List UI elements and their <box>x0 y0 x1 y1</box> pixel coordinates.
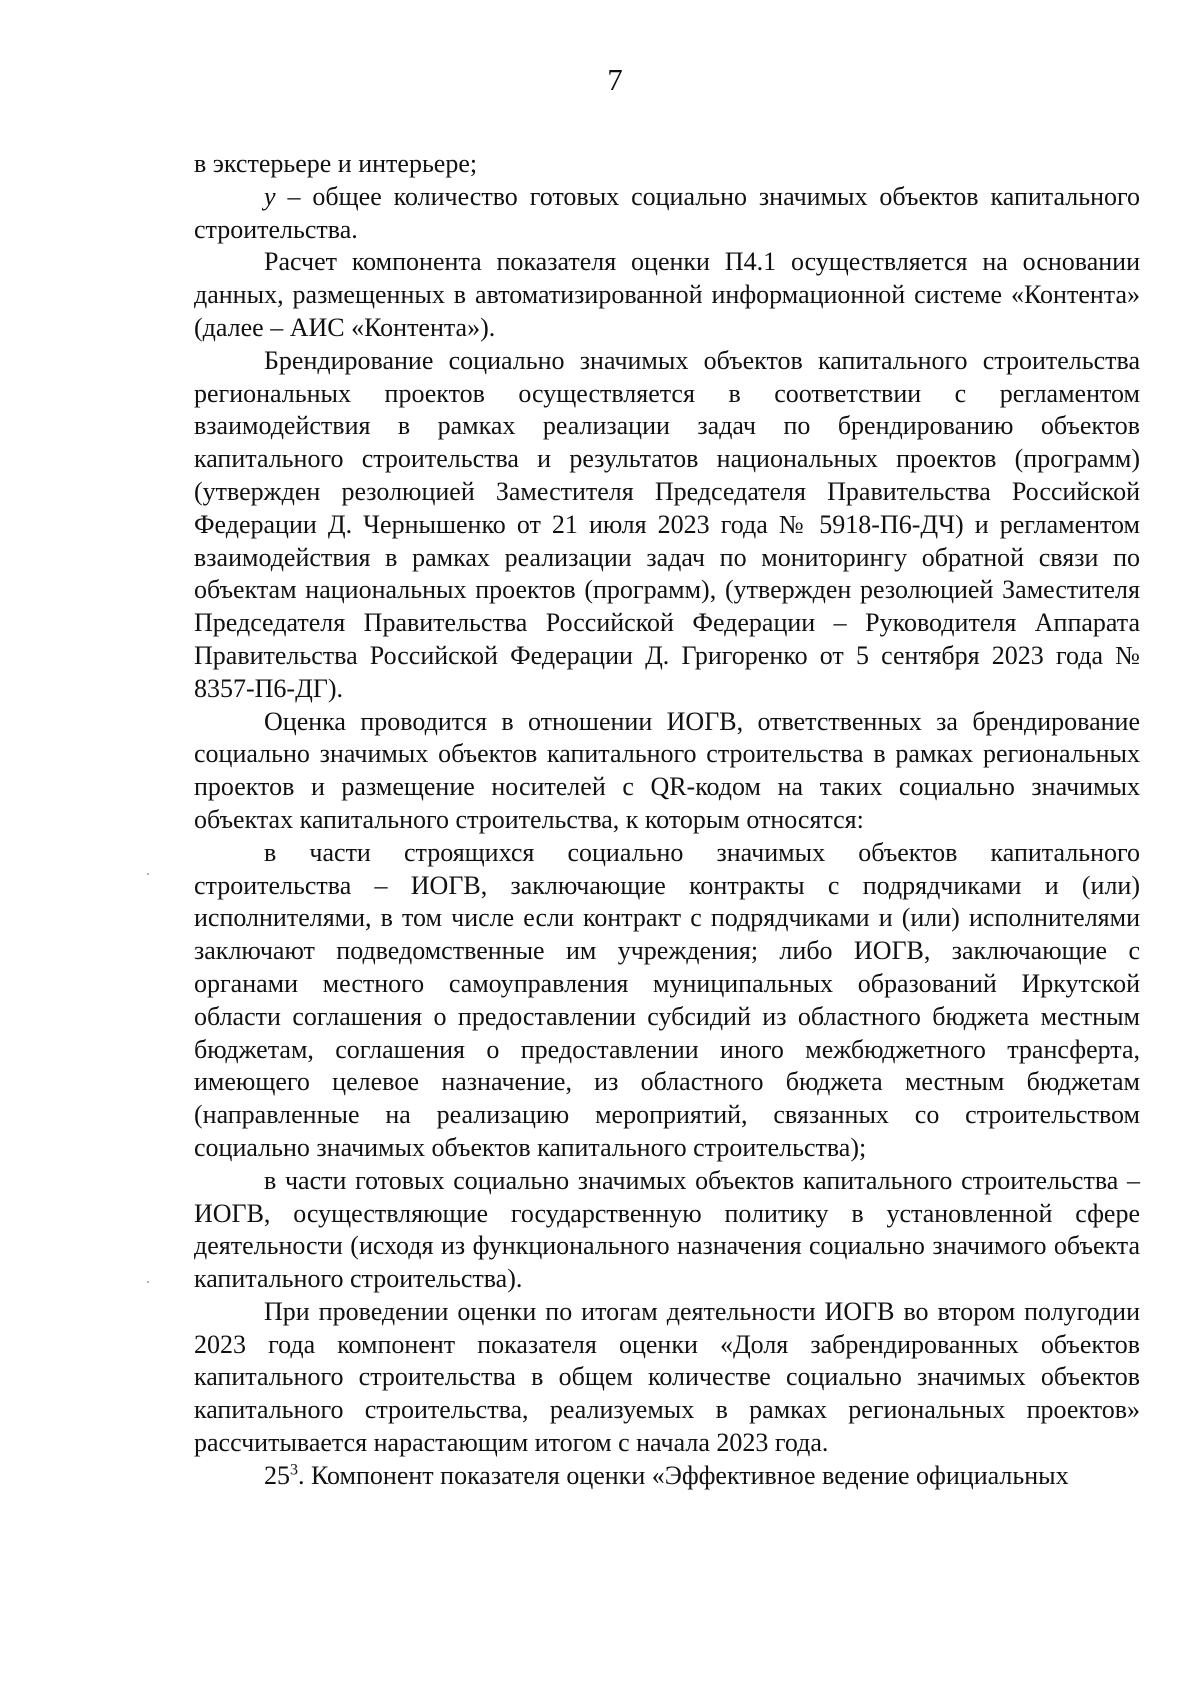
paragraph-calculation-basis: Расчет компонента показателя оценки П4.1 осуществляется на основании данных, размещенных в автоматизированной информационной системе «Контента» (далее – АИС «Контента»). <box>194 247 1140 342</box>
paragraph-assessment-scope: Оценка проводится в отношении ИОГВ, ответственных за брендирование социально значимых объектов капитального строительства в рамках региональных проектов и размещение носителей с QR-кодом на таких социально значимых объектах капитального строительства, к которым относятся: <box>194 706 1140 834</box>
item-25-3-text: . Компонент показателя оценки «Эффективное ведение официальных <box>298 1460 1069 1490</box>
paragraph-second-half-2023: При проведении оценки по итогам деятельности ИОГВ во втором полугодии 2023 года компонент показателя оценки «Доля забрендированных объектов капитального строительства в общем количестве социально значимых объектов капитального строительства, реализуемых в рамках региональных проектов» рассчитывается нарастающим итогом с начала 2023 года. <box>194 1296 1140 1458</box>
item-number: 25 <box>264 1460 290 1490</box>
item-number-superscript: 3 <box>290 1461 298 1479</box>
scan-speck <box>147 1281 149 1283</box>
paragraph-under-construction-objects: в части строящихся социально значимых объектов капитального строительства – ИОГВ, заключающие контракты с подрядчиками и (или) исполнителями, в том числе если контракт с подрядчиками и (или) исполнителями заключают подведомственные им учреждения; либо ИОГВ, заключающие с органами местного самоуправления муниципальных образований Иркутской области соглашения о предоставлении субсидий из областного бюджета местным бюджетам, соглашения о предоставлении иного межбюджетного трансферта, имеющего целевое назначение, из областного бюджета местным бюджетам (направленные на реализацию мероприятий, связанных со строительством социально значимых объектов капитального строительства); <box>194 837 1140 1162</box>
paragraph-item-25-3 <box>194 1460 1140 1493</box>
paragraph-y-definition <box>194 181 1140 247</box>
page-number: 7 <box>607 62 623 97</box>
document-body <box>194 148 1140 1493</box>
paragraph-completed-objects: в части готовых социально значимых объектов капитального строительства – ИОГВ, осуществляющие государственную политику в установленной сфере деятельности (исходя из функционального назначения социально значимого объекта капитального строительства). <box>194 1165 1140 1294</box>
y-definition-text: – общее количество готовых социально значимых объектов капитального строительства. <box>194 181 1140 244</box>
variable-y: y <box>264 181 276 211</box>
paragraph-exterior-interior: в экстерьере и интерьере; <box>194 149 478 178</box>
scan-speck <box>147 873 149 875</box>
paragraph-branding-regulation: Брендирование социально значимых объектов капитального строительства региональных проектов осуществляется в соответствии с регламентом взаимодействия в рамках реализации задач по брендированию объектов капитального строительства и результатов национальных проектов (программ) (утвержден резолюцией Заместителя Председателя Правительства Российской Федерации Д. Чернышенко от 21 июля 2023 года № 5918-П6-ДЧ) и регламентом взаимодействия в рамках реализации задач по мониторингу обратной связи по объектам национальных проектов (программ), (утвержден резолюцией Заместителя Председателя Правительства Российской Федерации – Руководителя Аппарата Правительства Российской Федерации Д. Григоренко от 5 сентября 2023 года № 8357-П6-ДГ). <box>194 345 1140 703</box>
